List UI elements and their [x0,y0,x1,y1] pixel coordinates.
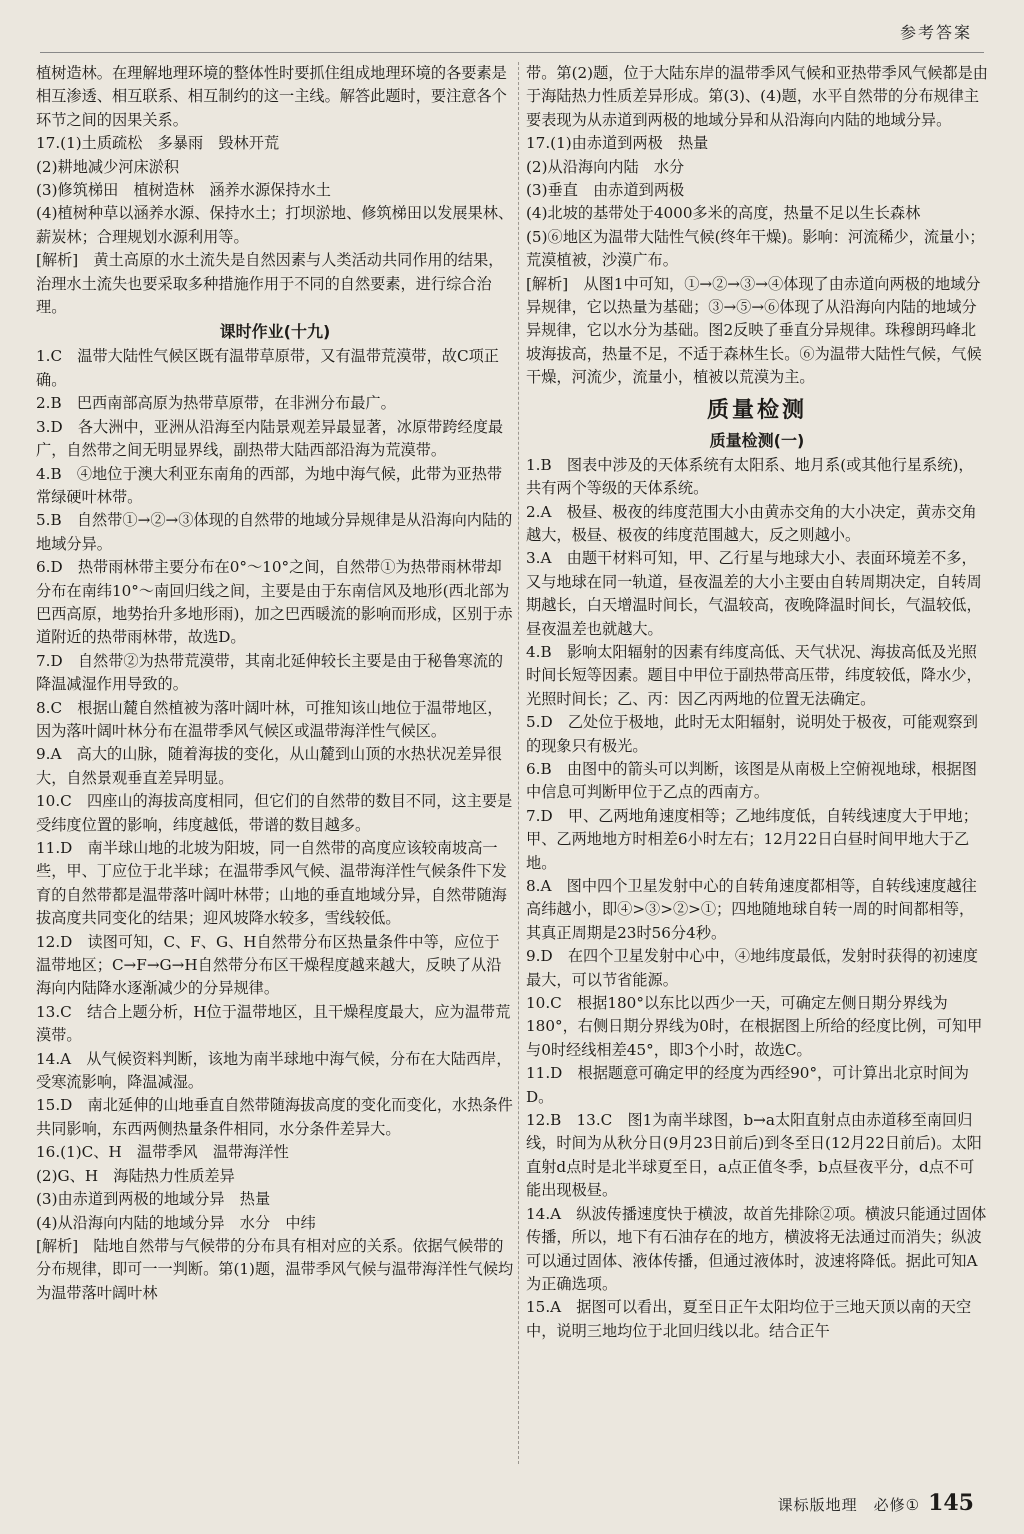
answer-item: 7.D 甲、乙两地角速度相等；乙地纬度低，自转线速度大于甲地；甲、乙两地地方时相差6小时左右；12月22日白昼时间甲地大于乙地。 [526,806,978,872]
answer-item: 12.B 13.C 图1为南半球图，b→a太阳直射点由赤道移至南回归线，时间为从秋分日(9月23日前后)到冬至日(12月22日前后)。太阳直射d点时是北半球夏至日，a点正值冬季，b点昼夜平分，d点不可能出现极昼。 [526,1111,982,1200]
column-divider [518,62,519,1464]
answer-item: (4)从沿海向内陆的地域分异 水分 中纬 [36,1213,316,1232]
answer-item: 5.D 乙处位于极地，此时无太阳辐射，说明处于极夜，可能观察到的现象只有极光。 [526,713,978,755]
answer-item: 9.D 在四个卫星发射中心中，④地纬度最低，发射时获得的初速度最大，可以节省能源。 [526,947,978,989]
page-footer [778,1490,974,1516]
book-title: 课标版地理 必修① [777,1496,921,1514]
answer-item: 11.D 南半球山地的北坡为阳坡，同一自然带的高度应该较南坡高一些，甲、丁应位于北半球；在温带季风气候、温带海洋性气候条件下发育的自然带都是温带落叶阔叶林带；山地的垂直地域分异，自然带随海拔高度共同变化的结果；迎风坡降水较多，雪线较低。 [36,839,507,928]
answer-item: 8.C 根据山麓自然植被为落叶阔叶林，可推知该山地位于温带地区，因为落叶阔叶林分布在温带季风气候区或温带海洋性气候区。 [36,698,503,740]
answer-paragraph: 带。第(2)题，位于大陆东岸的温带季风气候和亚热带季风气候都是由于海陆热力性质差异形成。第(3)、(4)题，水平自然带的分布规律主要表现为从赤道到两极的地域分异和从沿海向内陆的地域分异。 [526,64,988,129]
answer-item: 9.A 高大的山脉，随着海拔的变化，从山麓到山顶的水热状况差异很大，自然景观垂直差异明显。 [36,745,502,787]
answer-item: 12.D 读图可知，C、F、G、H自然带分布区热量条件中等，应位于温带地区；C→F→G→H自然带分布区干燥程度越来越大，反映了从沿海向内陆降水逐渐减少的分异规律。 [36,932,502,998]
answer-item: 17.(1)土质疏松 多暴雨 毁林开荒 [36,134,280,153]
header-label: 参考答案 [899,23,972,42]
answer-item: (3)修筑梯田 植树造林 涵养水源保持水土 [36,181,331,200]
answer-item: 4.B ④地位于澳大利亚东南角的西部，为地中海气候，此带为亚热带常绿硬叶林带。 [36,464,503,506]
answer-item: 15.A 据图可以看出，夏至日正午太阳均位于三地天顶以南的天空中，说明三地均位于北回归线以北。结合正午 [526,1298,972,1340]
answer-item: (4)北坡的基带处于4000多米的高度，热量不足以生长森林 [526,204,921,223]
left-column [36,62,514,1305]
answer-item: (5)⑥地区为温带大陆性气候(终年干燥)。影响：河流稀少，流量小；荒漠植被，沙漠广布。 [526,227,985,270]
page-number: 145 [928,1490,974,1516]
answer-item: 10.C 四座山的海拔高度相同，但它们的自然带的数目不同，这主要是受纬度位置的影响，纬度越低，带谱的数目越多。 [36,792,513,834]
answer-item: (4)植树种草以涵养水源、保持水土；打坝淤地、修筑梯田以发展果林、薪炭林；合理规划水源利用等。 [36,204,514,246]
analysis-paragraph: [解析] 陆地自然带与气候带的分布具有相对应的关系。依据气候带的分布规律，即可一一判断。第(1)题，温带季风气候与温带海洋性气候均为温带落叶阔叶林 [36,1236,514,1302]
answer-item: 11.D 根据题意可确定甲的经度为西经90°，可计算出北京时间为D。 [526,1064,969,1106]
answer-item: 2.A 极昼、极夜的纬度范围大小由黄赤交角的大小决定，黄赤交角越大，极昼、极夜的纬度范围越大，反之则越小。 [526,502,977,544]
answer-item: 15.D 南北延伸的山地垂直自然带随海拔高度的变化而变化，水热条件共同影响，东西两侧热量条件相同，水分条件差异大。 [36,1096,513,1138]
chapter-heading: 质量检测 [706,396,807,423]
answer-item: 13.C 结合上题分析，H位于温带地区，且干燥程度最大，应为温带荒漠带。 [36,1002,511,1045]
analysis-paragraph: [解析] 从图1中可知，①→②→③→④体现了由赤道向两极的地域分异规律，它以热量为基础；③→⑤→⑥体现了从沿海向内陆的地域分异规律，它以水分为基础。图2反映了垂直分异规律。珠穆朗玛峰北坡海拔高，热量不足，不适于森林生长。⑥为温带大陆性气候，气候干燥，河流少，流量小，植被以荒漠为主。 [526,274,982,387]
answer-item: 7.D 自然带②为热带荒漠带，其南北延伸较长主要是由于秘鲁寒流的降温减湿作用导致的。 [36,651,504,694]
right-column [526,62,988,1343]
answer-item: (3)由赤道到两极的地域分异 热量 [36,1190,271,1209]
answer-item: 3.A 由题干材料可知，甲、乙行星与地球大小、表面环境差不多，又与地球在同一轨道，昼夜温差的大小主要由自转周期决定，自转周期越长，白天增温时间长，气温较高，夜晚降温时间长，气温较低，昼夜温差也就越大。 [526,549,982,638]
header-rule [40,52,984,53]
answer-item: (2)G、H 海陆热力性质差异 [36,1166,235,1185]
analysis-paragraph: [解析] 黄土高原的水土流失是自然因素与人类活动共同作用的结果，治理水土流失也要采取多种措施作用于不同的自然要素，进行综合治理。 [36,251,504,317]
answer-item: 2.B 巴西南部高原为热带草原带，在非洲分布最广。 [36,394,396,413]
answer-item: 16.(1)C、H 温带季风 温带海洋性 [36,1143,289,1162]
answer-item: 17.(1)由赤道到两极 热量 [526,134,709,153]
answer-item: 3.D 各大洲中，亚洲从沿海至内陆景观差异最显著，冰原带跨经度最广，自然带之间无明显界线，副热带大陆西部沿海为荒漠带。 [36,417,504,460]
section-heading: 质量检测(一) [709,430,805,450]
answer-item: 6.D 热带雨林带主要分布在0°～10°之间，自然带①为热带雨林带却分布在南纬10°～南回归线之间，主要是由于东南信风及地形(西北部为巴西高原，地势抬升多地形雨)，加之巴西暖流的影响而形成，区别于赤道附近的热带雨林带，故选D。 [36,558,513,647]
answer-paragraph: 植树造林。在理解地理环境的整体性时要抓住组成地理环境的各要素是相互渗透、相互联系、相互制约的这一主线。解答此题时，要注意各个环节之间的因果关系。 [36,64,507,129]
answer-item: 8.A 图中四个卫星发射中心的自转角速度都相等，自转线速度越往高纬越小，即④>③>②>①；四地随地球自转一周的时间都相等，其真正周期是23时56分4秒。 [526,877,977,942]
answer-item: 14.A 纵波传播速度快于横波，故首先排除②项。横波只能通过固体传播，所以，地下有石油存在的地方，横波将无法通过而消失；纵波可以通过固体、液体传播，但通过液体时，波速将降低。据此可知A为正确选项。 [526,1204,987,1293]
answer-item: 10.C 根据180°以东比以西少一天，可确定左侧日期分界线为180°，右侧日期分界线为0时，在根据图上所给的经度比例，可知甲与0时经线相差45°，即3个小时，故选C。 [526,994,983,1059]
answer-item: (2)从沿海向内陆 水分 [526,157,685,176]
answer-item: (2)耕地减少河床淤积 [36,157,180,176]
answer-item: (3)垂直 由赤道到两极 [526,181,685,200]
answer-item: 14.A 从气候资料判断，该地为南半球地中海气候，分布在大陆西岸，受寒流影响，降温减湿。 [36,1049,512,1092]
answer-item: 5.B 自然带①→②→③体现的自然带的地域分异规律是从沿海向内陆的地域分异。 [36,511,513,553]
answer-item: 4.B 影响太阳辐射的因素有纬度高低、天气状况、海拔高低及光照时间长短等因素。题目中甲位于副热带高压带，纬度较低，降水少，光照时间长；乙、丙：因乙丙两地的位置无法确定。 [526,642,982,708]
answer-item: 1.B 图表中涉及的天体系统有太阳系、地月系(或其他行星系统)，共有两个等级的天体系统。 [526,455,974,498]
answer-item: 1.C 温带大陆性气候区既有温带草原带，又有温带荒漠带，故C项正确。 [36,347,499,389]
section-heading: 课时作业(十九) [219,322,331,342]
answer-item: 6.B 由图中的箭头可以判断，该图是从南极上空俯视地球，根据图中信息可判断甲位于乙点的西南方。 [526,759,977,802]
